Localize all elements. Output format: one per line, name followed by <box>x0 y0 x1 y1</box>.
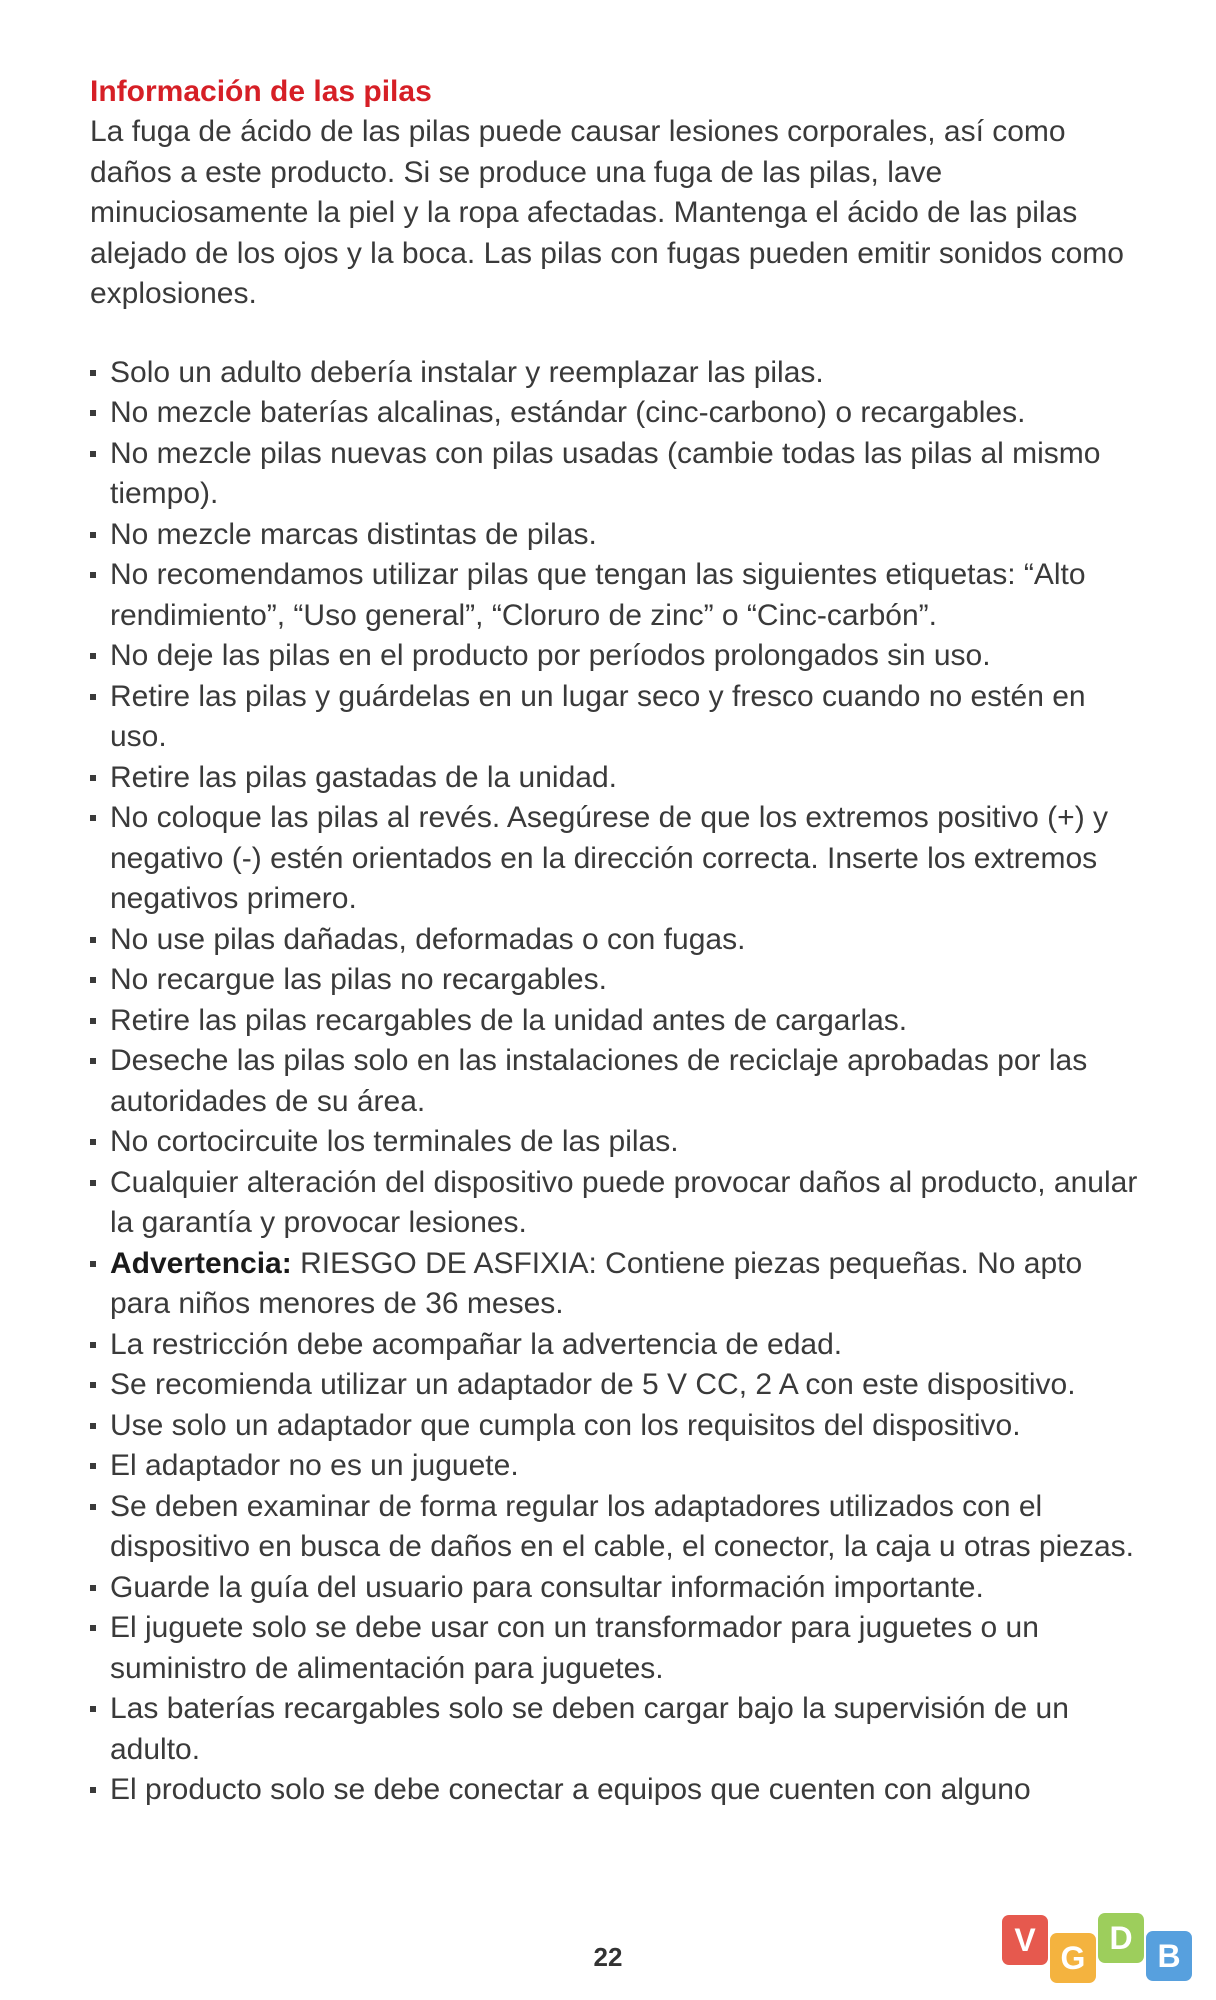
bullet-icon <box>90 1261 96 1267</box>
section-heading: Información de las pilas <box>90 75 432 108</box>
list-item: No recomendamos utilizar pilas que tengan las siguientes etiquetas: “Alto rendimiento”, “Uso general”, “Cloruro de zinc” o “Cinc-carbón”. <box>90 555 1140 636</box>
svg-text:D: D <box>1109 1920 1133 1956</box>
bullet-icon <box>90 694 96 700</box>
bullet-icon <box>90 451 96 457</box>
list-item: Retire las pilas gastadas de la unidad. <box>90 758 1140 799</box>
svg-text:V: V <box>1014 1922 1036 1958</box>
logo-tile-b <box>1146 1931 1192 1981</box>
bullet-icon <box>90 572 96 578</box>
list-item: Se deben examinar de forma regular los adaptadores utilizados con el dispositivo en busca de daños en el cable, el conector, la caja u otras piezas. <box>90 1487 1140 1568</box>
bullet-icon <box>90 1463 96 1469</box>
list-item: El juguete solo se debe usar con un transformador para juguetes o un suministro de alimentación para juguetes. <box>90 1608 1140 1689</box>
bullet-icon <box>90 1342 96 1348</box>
bullet-icon <box>90 775 96 781</box>
bullet-icon <box>90 1706 96 1712</box>
list-item: Guarde la guía del usuario para consultar información importante. <box>90 1568 1140 1609</box>
warning-text: RIESGO DE ASFIXIA: Contiene piezas pequeñas. No apto para niños menores de 36 meses. <box>110 1246 1083 1320</box>
bullet-list <box>90 353 1140 1811</box>
list-item: No mezcle marcas distintas de pilas. <box>90 515 1140 556</box>
list-item: Las baterías recargables solo se deben cargar bajo la supervisión de un adulto. <box>90 1689 1140 1770</box>
bullet-icon <box>90 653 96 659</box>
bullet-icon <box>90 1504 96 1510</box>
bullet-icon <box>90 937 96 943</box>
list-item: El producto solo se debe conectar a equipos que cuenten con alguno <box>90 1770 1140 1811</box>
logo-tile-g <box>1050 1933 1096 1983</box>
document-page <box>90 72 1140 1811</box>
list-item: El adaptador no es un juguete. <box>90 1446 1140 1487</box>
list-item: Solo un adulto debería instalar y reemplazar las pilas. <box>90 353 1140 394</box>
bullet-icon <box>90 1139 96 1145</box>
bullet-icon <box>90 815 96 821</box>
intro-paragraph: La fuga de ácido de las pilas puede causar lesiones corporales, así como daños a este producto. Si se produce una fuga de las pilas, lave minuciosamente la piel y la ropa afectadas. Mantenga el ácido de las pilas alejado de los ojos y la boca. Las pilas con fugas pueden emitir sonidos como explosiones. <box>90 115 1124 310</box>
warning-item <box>90 1244 1140 1325</box>
warning-label: Advertencia: <box>110 1246 292 1280</box>
logo-tile-d <box>1098 1913 1144 1963</box>
list-item: No use pilas dañadas, deformadas o con fugas. <box>90 920 1140 961</box>
bullet-icon <box>90 370 96 376</box>
list-item: Cualquier alteración del dispositivo puede provocar daños al producto, anular la garantía y provocar lesiones. <box>90 1163 1140 1244</box>
bullet-icon <box>90 1018 96 1024</box>
bullet-icon <box>90 1585 96 1591</box>
list-item: No deje las pilas en el producto por períodos prolongados sin uso. <box>90 636 1140 677</box>
list-item: No mezcle pilas nuevas con pilas usadas (cambie todas las pilas al mismo tiempo). <box>90 434 1140 515</box>
page-number: 22 <box>593 1942 623 1972</box>
list-item: Deseche las pilas solo en las instalaciones de reciclaje aprobadas por las autoridades de su área. <box>90 1041 1140 1122</box>
list-item: Retire las pilas recargables de la unidad antes de cargarlas. <box>90 1001 1140 1042</box>
list-item: Use solo un adaptador que cumpla con los requisitos del dispositivo. <box>90 1406 1140 1447</box>
bullet-icon <box>90 1625 96 1631</box>
bullet-icon <box>90 1787 96 1793</box>
bullet-icon <box>90 532 96 538</box>
svg-text:G: G <box>1060 1940 1086 1976</box>
svg-text:B: B <box>1157 1938 1181 1974</box>
bullet-icon <box>90 1382 96 1388</box>
bullet-icon <box>90 1058 96 1064</box>
list-item: Se recomienda utilizar un adaptador de 5 V CC, 2 A con este dispositivo. <box>90 1365 1140 1406</box>
list-item: No recargue las pilas no recargables. <box>90 960 1140 1001</box>
bullet-icon <box>90 1423 96 1429</box>
list-item: No coloque las pilas al revés. Asegúrese de que los extremos positivo (+) y negativo (-) estén orientados en la dirección correcta. Inserte los extremos negativos primero. <box>90 798 1140 920</box>
list-item: La restricción debe acompañar la advertencia de edad. <box>90 1325 1140 1366</box>
bullet-icon <box>90 977 96 983</box>
list-item: Retire las pilas y guárdelas en un lugar seco y fresco cuando no estén en uso. <box>90 677 1140 758</box>
logo-tile-v <box>1002 1915 1048 1965</box>
bullet-icon <box>90 410 96 416</box>
vgdb-logo-watermark <box>1000 1905 1200 1990</box>
bullet-icon <box>90 1180 96 1186</box>
list-item: No mezcle baterías alcalinas, estándar (cinc-carbono) o recargables. <box>90 393 1140 434</box>
list-item: No cortocircuite los terminales de las pilas. <box>90 1122 1140 1163</box>
